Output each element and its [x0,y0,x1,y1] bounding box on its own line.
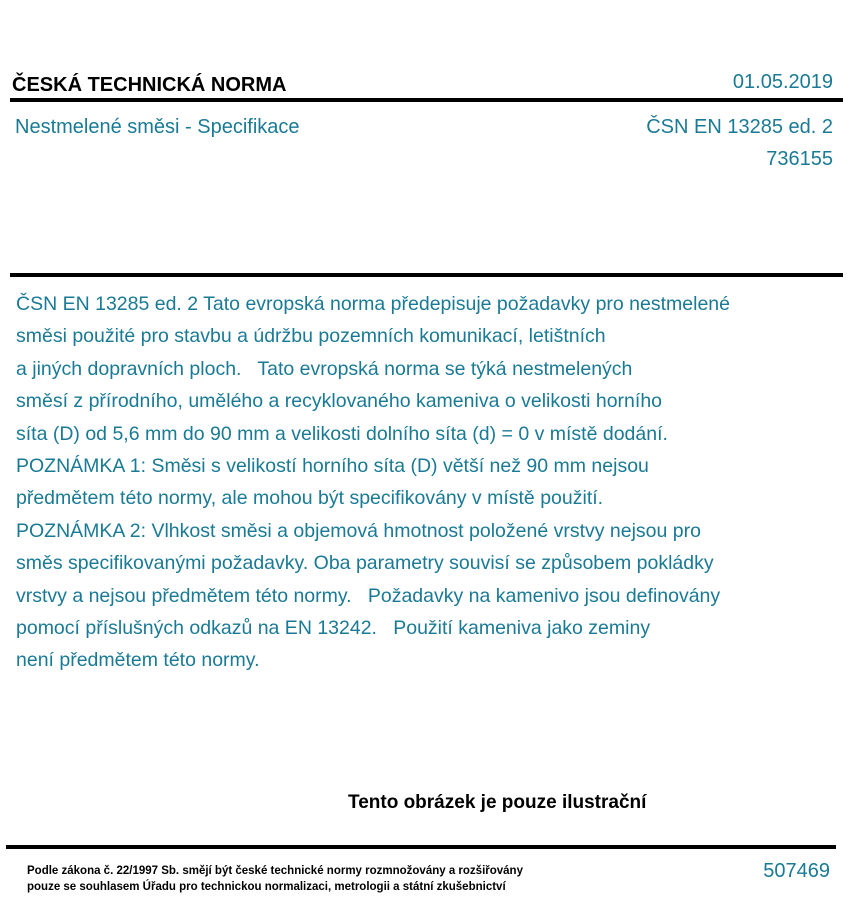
classification-code: 736155 [766,148,833,170]
abstract-line: není předmětem této normy. [16,649,260,672]
abstract-line: ČSN EN 13285 ed. 2 Tato evropská norma předepisuje požadavky pro nestmelené [16,293,730,315]
abstract-line: směs specifikovanými požadavky. Oba parametry souvisí se způsobem pokládky [16,552,714,575]
norm-type-heading: ČESKÁ TECHNICKÁ NORMA [12,74,287,96]
document-code: ČSN EN 13285 ed. 2 [646,116,833,138]
abstract-line: POZNÁMKA 2: Vlhkost směsi a objemová hmotnost položené vrstvy nejsou pro [16,519,701,542]
illustrative-notice: Tento obrázek je pouze ilustrační [348,792,647,813]
footer-divider [6,845,836,849]
legal-notice-line: Podle zákona č. 22/1997 Sb. smějí být české technické normy rozmnožovány a rozšiřovány [27,865,523,877]
document-number: 507469 [763,860,830,882]
abstract-line: síta (D) od 5,6 mm do 90 mm a velikosti dolního síta (d) = 0 v místě dodání. [16,422,668,445]
abstract-line: směsi použité pro stavbu a údržbu pozemních komunikací, letištních [16,325,606,348]
section-divider [10,273,843,277]
abstract-line: pomocí příslušných odkazů na EN 13242. Použití kameniva jako zeminy [16,617,651,640]
abstract-line: POZNÁMKA 1: Směsi s velikostí horního síta (D) větší než 90 mm nejsou [16,455,649,478]
legal-notice [27,863,523,895]
abstract-line: vrstvy a nejsou předmětem této normy. Požadavky na kamenivo jsou definovány [16,584,721,607]
abstract-text [16,288,730,677]
publication-date: 01.05.2019 [732,71,833,93]
legal-notice-line: pouze se souhlasem Úřadu pro technickou normalizaci, metrologii a státní zkušebnictví [27,881,506,893]
abstract-line: a jiných dopravních ploch. Tato evropská norma se týká nestmelených [16,357,633,380]
header-divider [10,98,843,102]
document-title: Nestmelené směsi - Specifikace [15,116,300,138]
abstract-line: předmětem této normy, ale mohou být specifikovány v místě použití. [16,487,604,510]
abstract-line: směsí z přírodního, umělého a recyklovaného kameniva o velikosti horního [16,390,663,413]
